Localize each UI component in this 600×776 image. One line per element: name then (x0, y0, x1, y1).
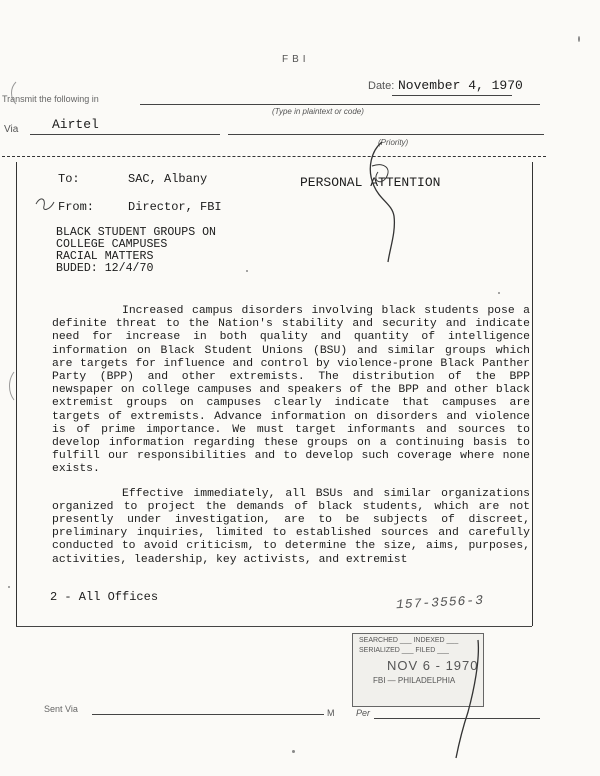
per-line (374, 718, 540, 719)
pen-from-initials (36, 199, 54, 210)
stamp-office: FBI — PHILADELPHIA (373, 676, 456, 685)
body-paragraph-1: Increased campus disorders involving black students pose a definite threat to the Nation's stability and security and indicate need for increase in both quality and quantity of intelligence information on Black Student Unions (BSU) and similar groups which are targets for influence and control by violence-prone Black Panther Party (BPP) and other extremists. The distribution of the BPP newspaper on college campuses and speakers of the BPP and other black extremist groups on campuses clearly indicate that campuses are targets of extremists. Advance information on disorders and violence is of prime importance. We must target informants and sources to develop information regarding these groups on a continuing basis to fulfill our responsibilities and to develop such coverage where none exists. (52, 305, 530, 476)
margin-bracket-top (12, 82, 17, 104)
subject-line-3: RACIAL MATTERS (56, 250, 154, 263)
scan-speck (292, 750, 295, 753)
margin-bracket-left (10, 372, 15, 400)
via-value: Airtel (52, 117, 99, 132)
subject-line-2: COLLEGE CAMPUSES (56, 238, 168, 251)
copies-line: 2 - All Offices (50, 590, 159, 604)
pen-stroke-top (370, 142, 394, 262)
sent-via-label: Sent Via (44, 704, 78, 714)
stamp-line-1: SEARCHED ___ INDEXED ___ (359, 637, 459, 644)
via-label: Via (4, 124, 19, 135)
subject-line-1: BLACK STUDENT GROUPS ON (56, 226, 217, 239)
from-label: From: (58, 200, 95, 214)
m-label: M (327, 708, 335, 718)
stamp-line-2: SERIALIZED ___ FILED ___ (359, 647, 449, 654)
type-hint: (Type in plaintext or code) (272, 107, 364, 116)
sent-via-line (92, 714, 324, 715)
pen-stroke-bottom (456, 640, 478, 758)
priority-hint: (Priority) (378, 138, 409, 147)
file-number: 157-3556-3 (395, 592, 485, 613)
body-paragraph-2: Effective immediately, all BSUs and similar organizations organized to project the demands of black students, which are not presently under investigation, are to be subjects of discreet, preliminary inquiries, limited to established sources and carefully conducted to avoid criticism, to determine the size, aims, purposes, activities, leadership, key activists, and extremist (52, 487, 530, 566)
scan-speck (578, 36, 580, 42)
to-value: SAC, Albany (128, 172, 208, 186)
personal-attention: PERSONAL ATTENTION (300, 175, 441, 190)
scan-speck (8, 586, 10, 588)
agency-heading: FBI (282, 54, 310, 65)
per-label: Per (356, 708, 371, 718)
transmit-label: Transmit the following in (2, 94, 99, 104)
date-label: Date: (368, 80, 395, 92)
from-value: Director, FBI (128, 200, 222, 214)
to-label: To: (58, 172, 80, 186)
pen-loop (372, 165, 388, 182)
date-value: November 4, 1970 (398, 78, 523, 93)
stamp-date: NOV 6 - 1970 (387, 658, 479, 673)
subject-line-4: BUDED: 12/4/70 (56, 262, 154, 275)
scan-speck (246, 270, 248, 272)
scan-speck (498, 292, 500, 294)
